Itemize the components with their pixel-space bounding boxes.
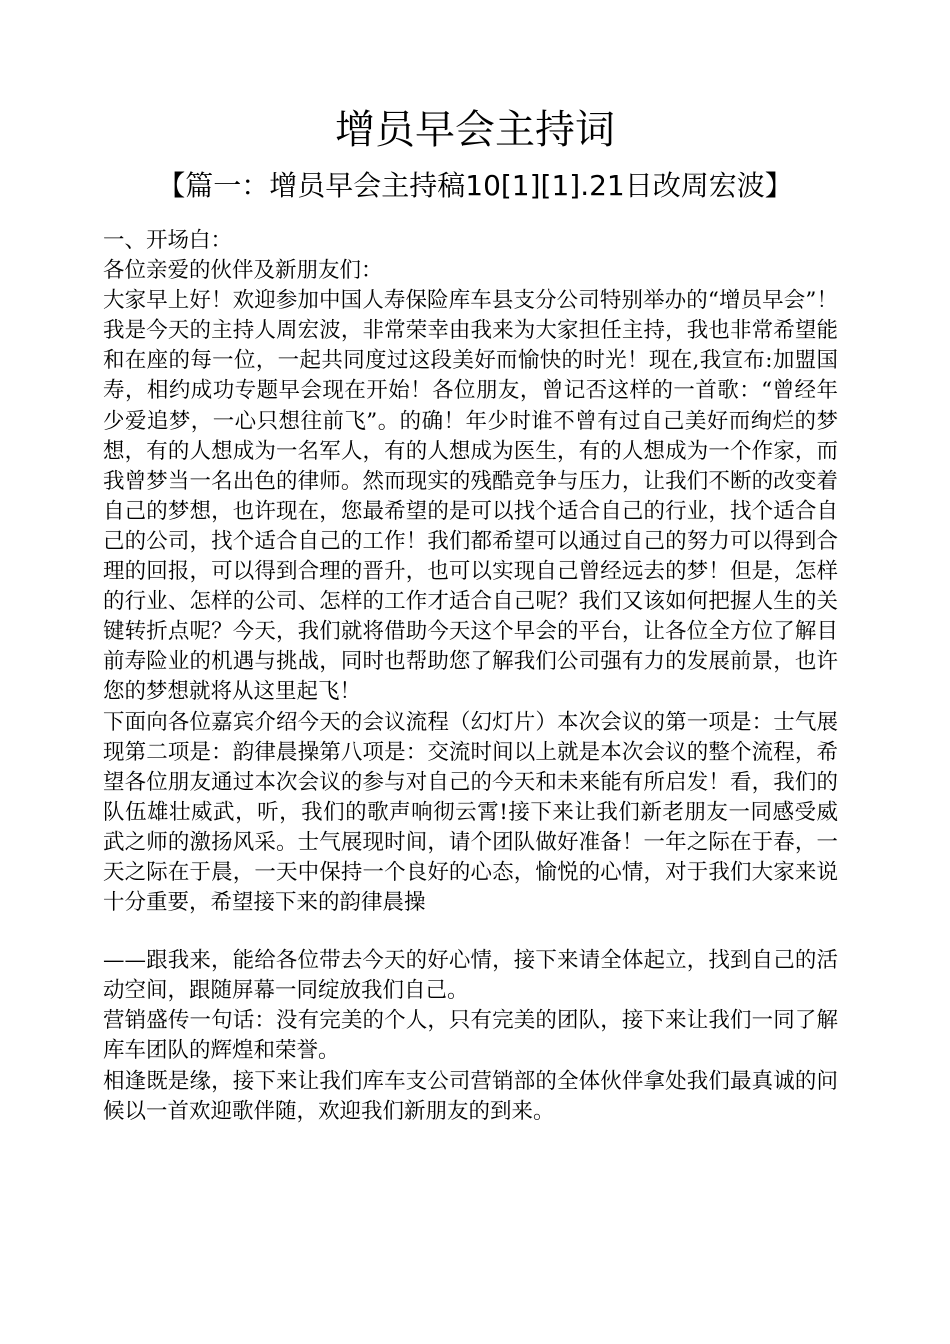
paragraph-opening-heading: 一、开场白： — [103, 228, 233, 253]
paragraph-gap — [103, 918, 838, 946]
paragraph-welcome-song: 相逢既是缘，接下来让我们库车支公司营销部的全体伙伴拿处我们最真诚的问候以一首欢迎歌伴随，欢迎我们新朋友的到来。 — [103, 1068, 838, 1124]
paragraph-greeting: 各位亲爱的伙伴及新朋友们： — [103, 258, 383, 284]
document-title: 增员早会主持词 — [335, 107, 615, 153]
paragraph-team-honor: 营销盛传一句话：没有完美的个人，只有完美的团队，接下来让我们一同了解库车团队的辉煌和荣誉。 — [103, 1008, 838, 1064]
paragraph-agenda: 下面向各位嘉宾介绍今天的会议流程（幻灯片）本次会议的第一项是：士气展现第二项是：韵律晨操第八项是：交流时间以上就是本次会议的整个流程，希望各位朋友通过本次会议的参与对自己的今天和未来能有所启发！看，我们的队伍雄壮威武，听，我们的歌声响彻云霄!接下来让我们新老朋友一同感受威武之师的激扬风采。士气展现时间，请个团队做好准备！一年之际在于春，一天之际在于晨，一天中保持一个良好的心态，愉悦的心情，对于我们大家来说十分重要，希望接下来的韵律晨操 — [103, 709, 838, 916]
paragraph-follow-me: ——跟我来，能给各位带去今天的好心情，接下来请全体起立，找到自己的活动空间，跟随屏幕一同绽放我们自己。 — [103, 948, 838, 1004]
paragraph-welcome: 大家早上好！欢迎参加中国人寿保险库车县支分公司特别举办的“增员早会”！我是今天的主持人周宏波，非常荣幸由我来为大家担任主持，我也非常希望能和在座的每一位，一起共同度过这段美好而愉快的时光！现在,我宣布:加盟国寿，相约成功专题早会现在开始！各位朋友，曾记否这样的一首歌：“曾经年少爱追梦，一心只想往前飞”。的确！年少时谁不曾有过自己美好而绚烂的梦想，有的人想成为一名军人，有的人想成为医生，有的人想成为一个作家，而我曾梦当一名出色的律师。然而现实的残酷竞争与压力，让我们不断的改变着自己的梦想，也许现在，您最希望的是可以找个适合自己的行业，找个适合自己的公司，找个适合自己的工作！我们都希望可以通过自己的努力可以得到合理的回报，可以得到合理的晋升，也可以实现自己曾经远去的梦！但是，怎样的行业、怎样的公司、怎样的工作才适合自己呢？我们又该如何把握人生的关键转折点呢？今天，我们就将借助今天这个早会的平台，让各位全方位了解目前寿险业的机遇与挑战，同时也帮助您了解我们公司强有力的发展前景，也许您的梦想就将从这里起飞！ — [103, 288, 838, 705]
document-body — [103, 226, 838, 1127]
document-subtitle: 【篇一：增员早会主持稿10[1][1].21日改周宏波】 — [157, 169, 793, 202]
